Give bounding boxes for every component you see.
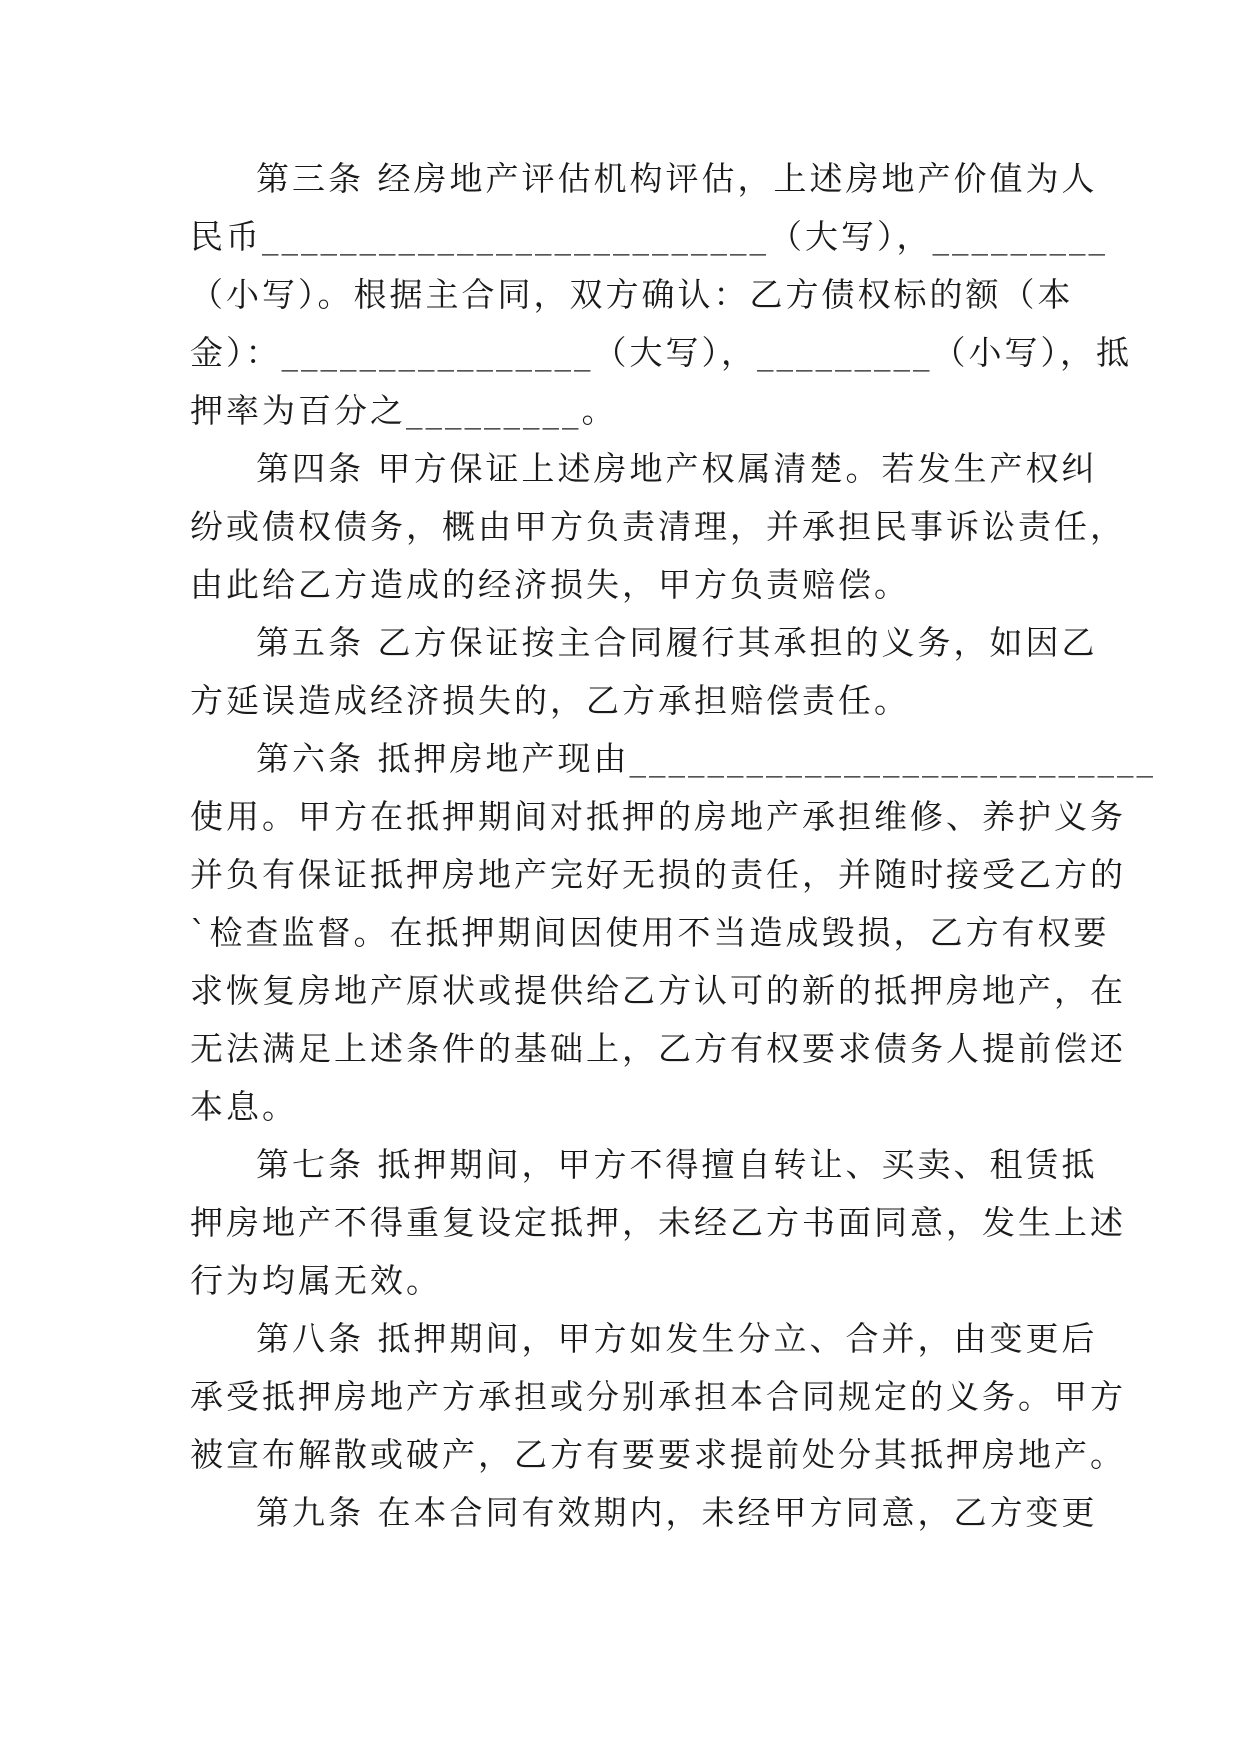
clause-first-line: 第九条 在本合同有效期内，未经甲方同意，乙方变更 [256,1493,1098,1532]
text-line: 求恢复房地产原状或提供给乙方认可的新的抵押房地产，在 [190,971,1126,1010]
text-line: 并负有保证抵押房地产完好无损的责任，并随时接受乙方的 [190,855,1126,894]
document-body [190,150,1156,1542]
text-line: 方延误造成经济损失的，乙方承担赔偿责任。 [190,681,910,720]
text-line: （小写）。根据主合同，双方确认：乙方债权标的额（本 [190,275,1074,314]
clause-first-line: 第五条 乙方保证按主合同履行其承担的义务，如因乙 [256,623,1098,662]
clause-first-line: 第四条 甲方保证上述房地产权属清楚。若发生产权纠 [256,449,1098,488]
text-line: 纷或债权债务，概由甲方负责清理，并承担民事诉讼责任， [190,507,1126,546]
text-line: 押率为百分之_________。 [190,391,618,430]
text-line: 民币__________________________（大写），_________ [190,217,1108,256]
clause-first-line: 第八条 抵押期间，甲方如发生分立、合并，由变更后 [256,1319,1098,1358]
clause-first-line: 第七条 抵押期间，甲方不得擅自转让、买卖、租赁抵 [256,1145,1098,1184]
text-line: 金）：________________（大写），_________（小写），抵 [190,333,1132,372]
text-line: 押房地产不得重复设定抵押，未经乙方书面同意，发生上述 [190,1203,1126,1242]
text-line: 本息。 [190,1087,298,1126]
text-line: 行为均属无效。 [190,1261,442,1300]
clause-first-line: 第三条 经房地产评估机构评估，上述房地产价值为人 [256,159,1098,198]
text-line: 由此给乙方造成的经济损失，甲方负责赔偿。 [190,565,910,604]
text-line: `检查监督。在抵押期间因使用不当造成毁损，乙方有权要 [190,913,1110,952]
text-line: 被宣布解散或破产，乙方有要要求提前处分其抵押房地产。 [190,1435,1126,1474]
clause-first-line: 第六条 抵押房地产现由___________________________ [256,739,1156,778]
text-line: 使用。甲方在抵押期间对抵押的房地产承担维修、养护义务 [190,797,1126,836]
text-line: 承受抵押房地产方承担或分别承担本合同规定的义务。甲方 [190,1377,1126,1416]
text-line: 无法满足上述条件的基础上，乙方有权要求债务人提前偿还 [190,1029,1126,1068]
